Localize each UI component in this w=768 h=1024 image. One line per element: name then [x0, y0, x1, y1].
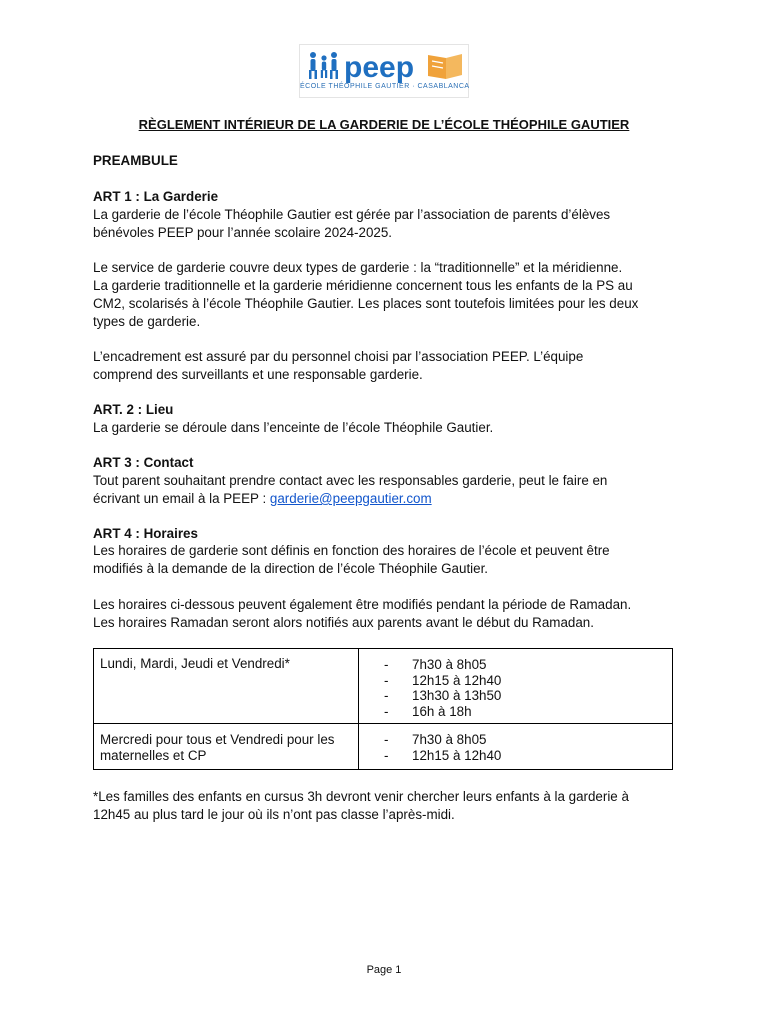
logo-subtitle: ÉCOLE THÉOPHILE GAUTIER · CASABLANCA — [300, 83, 470, 90]
footnote-line2: 12h45 au plus tard le jour où ils n’ont pas classe l’après-midi. — [93, 807, 455, 822]
peep-logo — [299, 44, 469, 98]
art2-heading: ART. 2 : Lieu — [93, 402, 174, 417]
art1-p2-line3: CM2, scolarisés à l’école Théophile Gautier. Les places sont toutefois limitées pour les deux — [93, 296, 639, 311]
bullet-dash: - — [384, 732, 389, 747]
bullet-dash: - — [384, 703, 389, 719]
document-title: RÈGLEMENT INTÉRIEUR DE LA GARDERIE DE L’ÉCOLE THÉOPHILE GAUTIER — [138, 117, 630, 132]
art1-p2-line1: Le service de garderie couvre deux types de garderie : la “traditionnelle” et la méridienne. — [93, 260, 623, 275]
contact-email-link[interactable]: garderie@peepgautier.com — [269, 491, 432, 506]
art4-p2-line1: Les horaires ci-dessous peuvent également être modifiés pendant la période de Ramadan. — [93, 597, 632, 612]
table-column-divider — [358, 649, 359, 769]
art3-line2 — [93, 490, 683, 508]
art1-p2-line4: types de garderie. — [93, 314, 201, 329]
table-row — [384, 704, 501, 720]
art4-p1-line1: Les horaires de garderie sont définis en fonction des horaires de l’école et peuvent être — [93, 543, 610, 558]
time-slot: 7h30 à 8h05 — [412, 657, 487, 672]
schedule-row-2-times — [384, 732, 501, 763]
schedule-row-2-label: Mercredi pour tous et Vendredi pour les maternelles et CP — [100, 732, 335, 763]
art1-p3-line1: L’encadrement est assuré par du personnel choisi par l’association PEEP. L’équipe — [93, 349, 584, 364]
time-slot: 13h30 à 13h50 — [412, 688, 502, 703]
art4-p1-line2: modifiés à la demande de la direction de l’école Théophile Gautier. — [93, 561, 489, 576]
art4-p2-line2: Les horaires Ramadan seront alors notifiés aux parents avant le début du Ramadan. — [93, 615, 594, 630]
brand-text: peep — [344, 51, 415, 83]
time-slot: 12h15 à 12h40 — [412, 672, 502, 688]
family-figures-icon — [309, 52, 338, 79]
bullet-dash: - — [384, 688, 389, 703]
time-slot: 7h30 à 8h05 — [412, 732, 487, 747]
preamble-heading: PREAMBULE — [93, 153, 178, 168]
art1-p3-line2: comprend des surveillants et une responsable garderie. — [93, 367, 423, 382]
footnote-line1: *Les familles des enfants en cursus 3h devront venir chercher leurs enfants à la garderie à — [93, 789, 629, 804]
art3-line2-prefix: écrivant un email à la PEEP : — [93, 491, 270, 506]
schedule-table — [93, 648, 673, 770]
table-row-divider — [94, 723, 672, 724]
bullet-dash: - — [384, 672, 389, 688]
art1-heading: ART 1 : La Garderie — [93, 189, 219, 204]
table-row — [384, 748, 501, 764]
time-slot: 12h15 à 12h40 — [412, 747, 502, 763]
art3-line1: Tout parent souhaitant prendre contact avec les responsables garderie, peut le faire en — [93, 473, 608, 488]
art4-heading: ART 4 : Horaires — [93, 526, 198, 541]
schedule-row-1-times — [384, 657, 501, 719]
table-row — [384, 732, 501, 748]
art1-p1-line1: La garderie de l’école Théophile Gautier est gérée par l’association de parents d’élèves — [93, 207, 611, 222]
time-slot: 16h à 18h — [412, 703, 472, 719]
peep-logo-graphic — [304, 49, 464, 83]
page-number: Page 1 — [366, 964, 402, 976]
bullet-dash: - — [384, 657, 389, 672]
art2-p1: La garderie se déroule dans l’enceinte de l’école Théophile Gautier. — [93, 420, 494, 435]
table-row — [384, 657, 501, 673]
table-row — [384, 673, 501, 689]
art3-heading: ART 3 : Contact — [93, 455, 194, 470]
table-row — [384, 688, 501, 704]
schedule-row-1-label: Lundi, Mardi, Jeudi et Vendredi* — [100, 656, 290, 671]
bullet-dash: - — [384, 747, 389, 763]
book-icon — [428, 54, 462, 79]
art1-p1-line2: bénévoles PEEP pour l’année scolaire 2024-2025. — [93, 225, 393, 240]
art1-p2-line2: La garderie traditionnelle et la garderie méridienne concernent tous les enfants de la PS au — [93, 278, 633, 293]
